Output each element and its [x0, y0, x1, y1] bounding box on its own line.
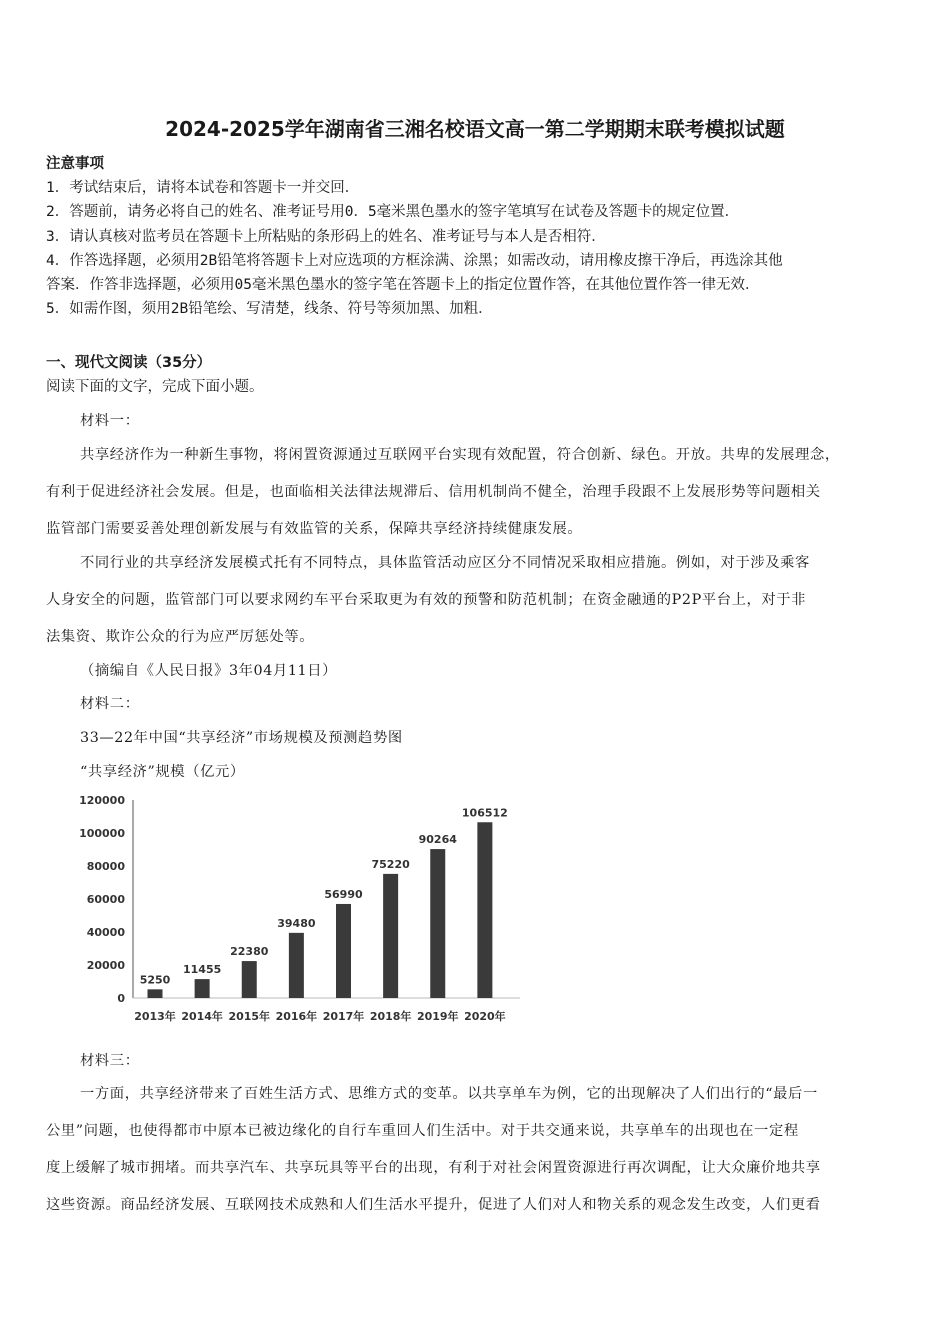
y-tick-label: 80000 [86, 860, 125, 873]
bar [430, 849, 445, 998]
data-label: 22380 [230, 945, 269, 959]
section-instruction: 阅读下面的文字，完成下面小题。 [46, 379, 264, 395]
bar-chart [79, 790, 525, 1030]
page-title: 2024-2025学年湖南省三湘名校语文高一第二学期期末联考模拟试题 [165, 117, 785, 141]
bar [383, 874, 398, 998]
data-label: 75220 [371, 857, 410, 871]
data-label: 5250 [139, 973, 171, 987]
paragraph-line: 人身安全的问题，监管部门可以要求网约车平台采取更为有效的预警和防范机制；在资金融通的P2P平台上，对于非 [46, 592, 807, 608]
bar [195, 979, 210, 998]
x-tick-label: 2017年 [322, 1010, 365, 1023]
material-label: 材料一： [80, 413, 140, 429]
data-label: 90264 [418, 833, 457, 847]
notice-item: 4．作答选择题，必须用2B铅笔将答题卡上对应选项的方框涂满、涂黑；如需改动，请用橡皮擦干净后，再选涂其他 [46, 252, 783, 269]
material-label: 材料三： [80, 1053, 140, 1069]
x-tick-label: 2014年 [181, 1010, 223, 1023]
notice-item: 1．考试结束后，请将本试卷和答题卡一并交回． [46, 180, 360, 196]
bar [336, 904, 351, 998]
notice-heading: 注意事项 [46, 156, 104, 172]
source-citation: （摘编自《人民日报》3年04月11日） [80, 663, 338, 679]
paragraph-line: 一方面，共享经济带来了百姓生活方式、思维方式的变革。以共享单车为例，它的出现解决了人们出行的“最后一 [80, 1086, 818, 1102]
notice-item: 答案．作答非选择题，必须用05毫米黑色墨水的签字笔在答题卡上的指定位置作答，在其他位置作答一律无效． [46, 277, 760, 294]
notice-list [46, 176, 916, 322]
bar [289, 933, 304, 998]
x-tick-label: 2019年 [416, 1010, 459, 1023]
paragraph-line: 监管部门需要妥善处理创新发展与有效监管的关系，保障共享经济持续健康发展。 [46, 521, 583, 537]
y-tick-label: 100000 [79, 827, 125, 840]
paragraph-line: 法集资、欺诈公众的行为应严厉惩处等。 [46, 629, 315, 645]
notice-item: 5．如需作图，须用2B铅笔绘、写清楚，线条、符号等须加黑、加粗． [46, 301, 493, 318]
y-tick-label: 60000 [86, 893, 125, 906]
notice-item: 3．请认真核对监考员在答题卡上所粘贴的条形码上的姓名、准考证号与本人是否相符． [46, 228, 606, 245]
bar [477, 822, 492, 998]
notice-item: 2．答题前，请务必将自己的姓名、准考证号用0．5毫米黑色墨水的签字笔填写在试卷及答题卡的规定位置． [46, 204, 740, 221]
bar [148, 989, 163, 998]
y-tick-label: 0 [117, 992, 125, 1005]
x-tick-label: 2020年 [464, 1010, 506, 1023]
data-label: 106512 [461, 806, 508, 820]
y-tick-label: 120000 [79, 794, 125, 807]
section-heading: 一、现代文阅读（35分） [46, 355, 212, 371]
x-tick-label: 2018年 [369, 1010, 412, 1023]
material-label: 材料二： [80, 696, 140, 712]
x-tick-label: 2015年 [228, 1010, 271, 1023]
data-label: 11455 [182, 963, 222, 977]
y-tick-label: 20000 [86, 959, 125, 972]
paragraph-line: 不同行业的共享经济发展模式托有不同特点，具体监管活动应区分不同情况采取相应措施。例如，对于涉及乘客 [80, 555, 810, 571]
y-tick-label: 40000 [86, 926, 125, 939]
paragraph-line: 有利于促进经济社会发展。但是，也面临相关法律法规滞后、信用机制尚不健全，治理手段跟不上发展形势等问题相关 [46, 484, 821, 500]
data-label: 39480 [277, 916, 316, 930]
paragraph-line: 这些资源。商品经济发展、互联网技术成熟和人们生活水平提升，促进了人们对人和物关系的观念发生改变，人们更看 [46, 1197, 821, 1213]
paragraph-line: 度上缓解了城市拥堵。而共享汽车、共享玩具等平台的出现，有利于对社会闲置资源进行再次调配，让大众廉价地共享 [46, 1160, 821, 1176]
data-label: 56990 [324, 887, 363, 901]
paragraph-line: 共享经济作为一种新生事物，将闲置资源通过互联网平台实现有效配置，符合创新、绿色。开放。共卑的发展理念， [80, 447, 840, 463]
paragraph-line: 公里”问题，也使得都市中原本已被边缘化的自行车重回人们生活中。对于共交通来说，共享单车的出现也在一定程 [46, 1123, 799, 1139]
x-tick-label: 2013年 [134, 1010, 176, 1023]
chart-ylabel: “共享经济”规模（亿元） [80, 764, 245, 780]
x-tick-label: 2016年 [275, 1010, 318, 1023]
bar [242, 961, 257, 998]
chart-title: 33—22年中国“共享经济”市场规模及预测趋势图 [80, 730, 403, 746]
